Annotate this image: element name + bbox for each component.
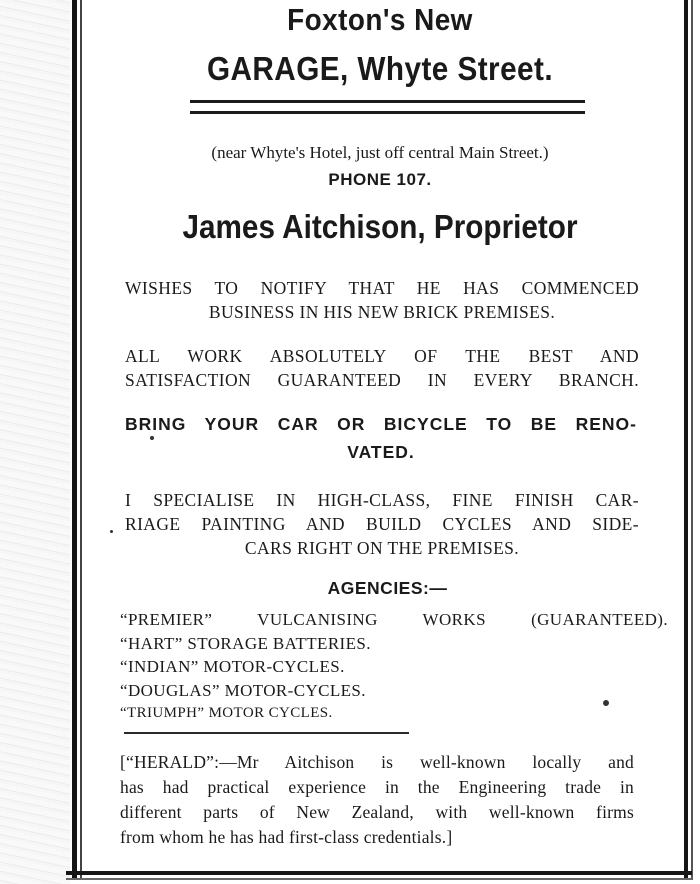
title-divider-top	[190, 100, 585, 103]
left-border-rule	[72, 0, 77, 880]
location-note: (near Whyte's Hotel, just off central Main Street.)	[211, 143, 549, 162]
title-divider-bottom	[190, 111, 585, 114]
ad-title-line2: GARAGE, Whyte Street.	[206, 50, 554, 87]
ink-speck	[603, 700, 609, 706]
guarantee-line: ALL WORK ABSOLUTELY OF THE BEST AND	[125, 346, 639, 366]
notice-line: BUSINESS IN HIS NEW BRICK PREMISES.	[208, 302, 556, 322]
herald-note	[120, 750, 634, 850]
herald-line: from whom he has had first-class credentials.]	[120, 827, 453, 847]
herald-line: different parts of New Zealand, with well-known firms	[120, 802, 634, 822]
renovate-paragraph	[125, 410, 637, 466]
agency-item: “DOUGLAS” MOTOR-CYCLES.	[120, 680, 366, 700]
agencies-heading: AGENCIES:—	[327, 578, 448, 598]
agency-item: “HART” STORAGE BATTERIES.	[120, 633, 371, 653]
phone-number: PHONE 107.	[328, 170, 432, 189]
specialise-line: CARS RIGHT ON THE PREMISES.	[244, 538, 520, 558]
herald-line: has had practical experience in the Engineering trade in	[120, 777, 634, 797]
specialise-paragraph	[125, 488, 639, 560]
section-divider	[124, 732, 409, 734]
proprietor-name: James Aitchison, Proprietor	[182, 208, 578, 245]
guarantee-line: SATISFACTION GUARANTEED IN EVERY BRANCH.	[125, 370, 639, 390]
guarantee-paragraph	[125, 344, 639, 392]
agency-item: “INDIAN” MOTOR-CYCLES.	[120, 657, 345, 676]
bottom-border-rule-thin	[66, 878, 692, 880]
ink-speck	[150, 436, 154, 440]
agency-item: “PREMIER” VULCANISING WORKS (GUARANTEED).	[120, 610, 668, 629]
notice-line: WISHES TO NOTIFY THAT HE HAS COMMENCED	[125, 278, 639, 298]
specialise-line: RIAGE PAINTING AND BUILD CYCLES AND SIDE-	[125, 514, 639, 534]
specialise-line: I SPECIALISE IN HIGH-CLASS, FINE FINISH CAR-	[125, 490, 639, 510]
renovate-line: BRING YOUR CAR OR BICYCLE TO BE RENO-	[125, 414, 637, 434]
agencies-list	[120, 608, 668, 726]
notice-paragraph	[125, 276, 639, 324]
ink-speck	[110, 530, 113, 533]
scanned-page-margin	[0, 0, 70, 884]
left-border-rule-thin	[80, 0, 82, 880]
ad-title-line1: Foxton's New	[287, 2, 473, 37]
bottom-border-rule	[66, 871, 692, 875]
herald-line: [“HERALD”:—Mr Aitchison is well-known locally and	[120, 752, 634, 772]
right-border-rule-thin	[691, 0, 693, 880]
renovate-line: VATED.	[347, 442, 415, 462]
agency-item: “TRIUMPH” MOTOR CYCLES.	[120, 705, 333, 721]
right-border-rule	[684, 0, 688, 880]
